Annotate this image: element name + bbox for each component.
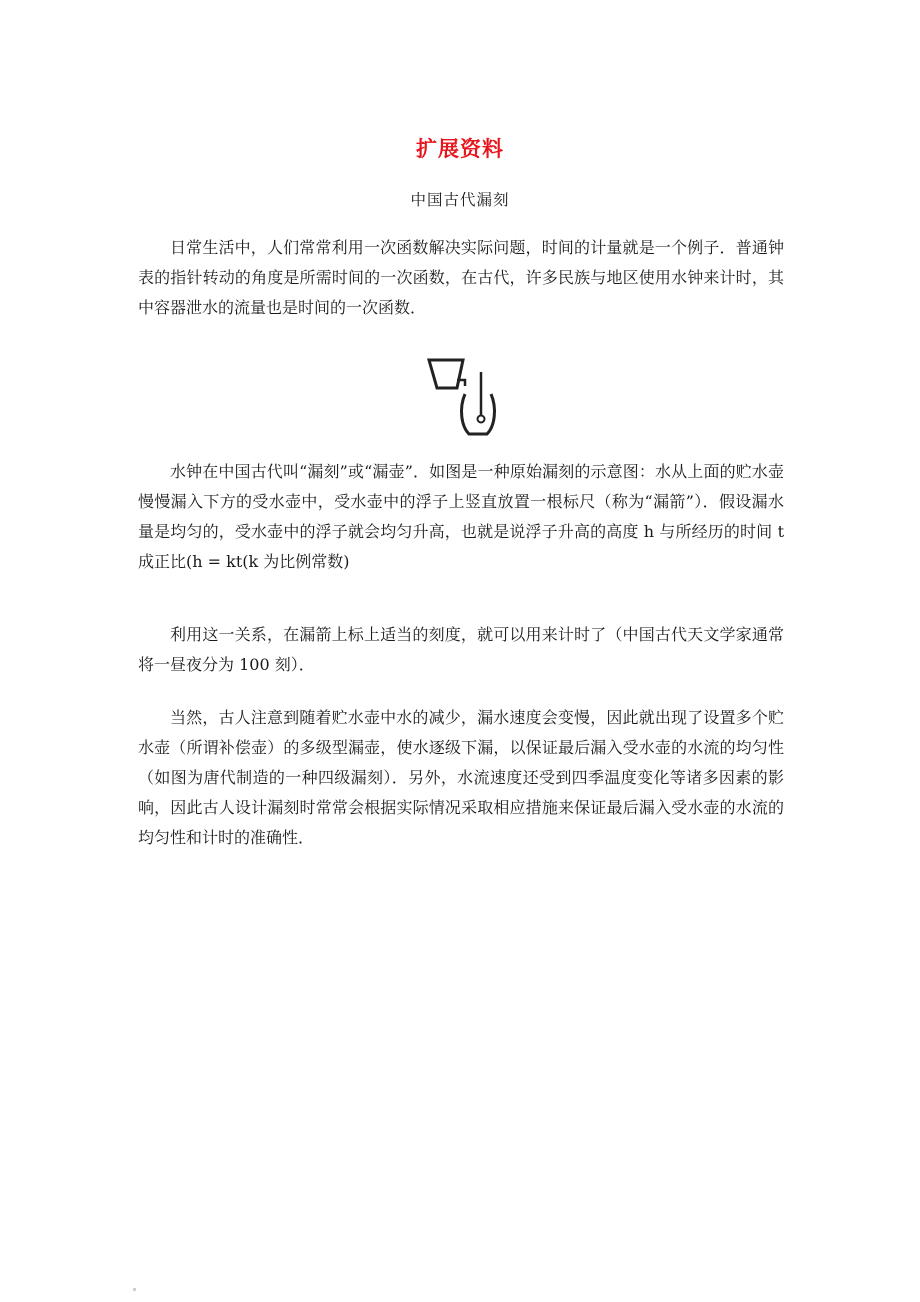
water-clock-diagram-icon bbox=[425, 350, 505, 440]
document-subtitle: 中国古代漏刻 bbox=[410, 191, 510, 209]
page-dot-mark bbox=[133, 1288, 136, 1291]
paragraph-1: 日常生活中，人们常常利用一次函数解决实际问题，时间的计量就是一个例子．普通钟表的指针转动的角度是所需时间的一次函数，在古代，许多民族与地区使用水钟来计时，其中容器泄水的流量也是时间的一次函数． bbox=[138, 238, 784, 317]
document-title: 扩展资料 bbox=[416, 137, 504, 161]
paragraph-2: 水钟在中国古代叫“漏刻”或“漏壶”．如图是一种原始漏刻的示意图：水从上面的贮水壶慢慢漏入下方的受水壶中，受水壶中的浮子上竖直放置一根标尺（称为“漏箭”）．假设漏水量是均匀的，受水壶中的浮子就会均匀升高，也就是说浮子升高的高度 h 与所经历的时间 t 成正比(h = kt(k 为比例常数) bbox=[138, 462, 784, 571]
paragraph-4: 当然，古人注意到随着贮水壶中水的减少，漏水速度会变慢，因此就出现了设置多个贮水壶（所谓补偿壶）的多级型漏壶，使水逐级下漏，以保证最后漏入受水壶的水流的均匀性（如图为唐代制造的一种四级漏刻）．另外，水流速度还受到四季温度变化等诸多因素的影响，因此古人设计漏刻时常常会根据实际情况采取相应措施来保证最后漏入受水壶的水流的均匀性和计时的准确性． bbox=[138, 708, 784, 847]
paragraph-3: 利用这一关系，在漏箭上标上适当的刻度，就可以用来计时了（中国古代天文学家通常将一昼夜分为 100 刻）． bbox=[138, 625, 784, 674]
